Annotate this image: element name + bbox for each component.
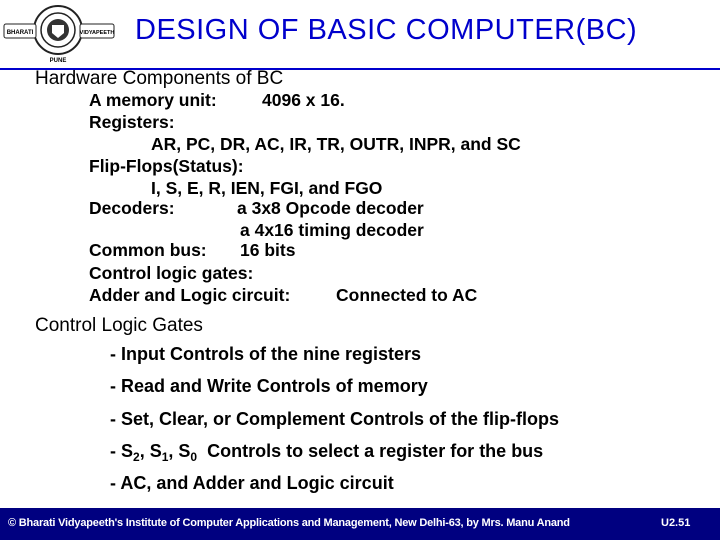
decoders-label: Decoders: <box>89 198 175 218</box>
control-item-2: - Read and Write Controls of memory <box>110 376 428 396</box>
select-sep-1: , S <box>139 441 162 461</box>
control-item-1: - Input Controls of the nine registers <box>110 344 422 364</box>
bus-value: 16 bits <box>240 240 296 260</box>
select-sub-1: 1 <box>161 450 169 464</box>
decoders-value-timing: a 4x16 timing decoder <box>240 220 424 240</box>
registers-label: Registers: <box>89 112 175 132</box>
control-item-3: - Set, Clear, or Complement Controls of the flip-flops <box>110 409 560 429</box>
decoders-value-opcode: a 3x8 Opcode decoder <box>237 198 424 218</box>
memory-label: A memory unit: <box>89 90 217 110</box>
select-sub-2: 2 <box>133 450 140 464</box>
logo-bottom-text: PUNE <box>49 58 67 64</box>
footer-bar <box>0 508 720 540</box>
adder-label: Adder and Logic circuit: <box>89 285 291 305</box>
institute-logo <box>0 0 118 68</box>
flipflops-label: Flip-Flops(Status): <box>89 156 244 176</box>
bus-label: Common bus: <box>89 240 207 260</box>
select-suffix: Controls to select a register for the bus <box>207 441 544 461</box>
adder-value: Connected to AC <box>336 285 478 305</box>
registers-value: AR, PC, DR, AC, IR, TR, OUTR, INPR, and SC <box>151 134 521 154</box>
control-logic-label: Control logic gates: <box>89 263 254 283</box>
section-heading-control: Control Logic Gates <box>35 315 203 336</box>
page-number: U2.51 <box>661 517 691 529</box>
control-item-select <box>110 441 543 462</box>
select-sub-0: 0 <box>190 450 198 464</box>
select-sep-2: , S <box>168 441 191 461</box>
logo-right-text: VIDYAPEETH <box>79 30 115 36</box>
control-item-last: - AC, and Adder and Logic circuit <box>110 473 394 493</box>
section-heading-hardware: Hardware Components of BC <box>35 68 284 89</box>
footer-credit: © Bharati Vidyapeeth's Institute of Computer Applications and Management, New Delhi-63, by Mrs. Manu Anand <box>8 517 570 529</box>
select-prefix: - S <box>110 441 134 461</box>
flipflops-value: I, S, E, R, IEN, FGI, and FGO <box>151 178 383 198</box>
page-title: DESIGN OF BASIC COMPUTER(BC) <box>135 14 638 46</box>
logo-left-text: BHARATI <box>6 30 34 36</box>
memory-value: 4096 x 16. <box>262 90 345 110</box>
